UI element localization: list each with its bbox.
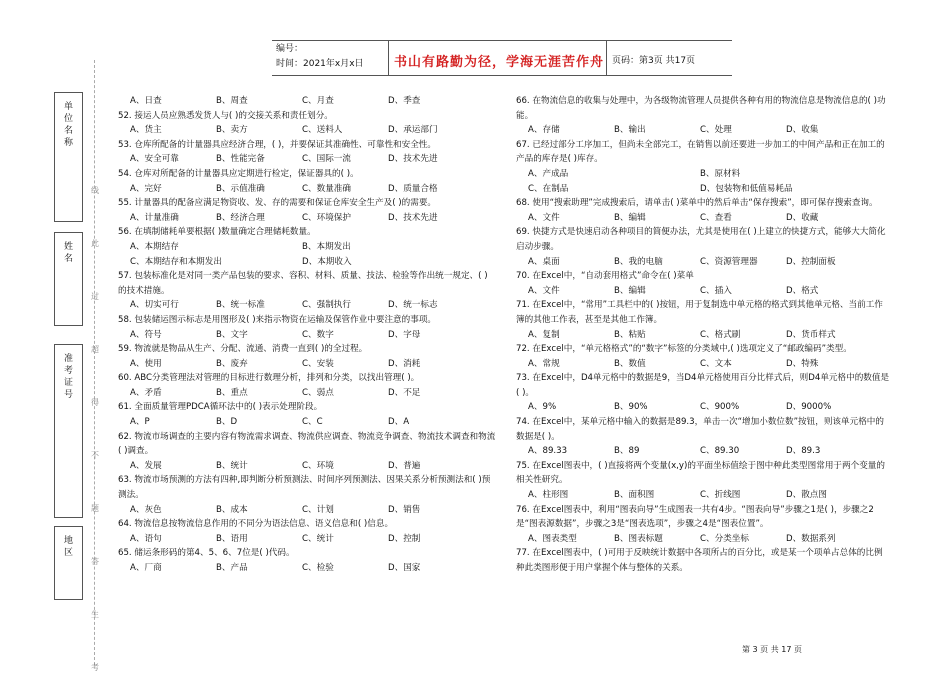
answer-option: D、9000% — [786, 402, 832, 413]
option-row — [118, 561, 496, 576]
answer-option: C、环境 — [302, 460, 334, 471]
option-row — [118, 152, 496, 167]
option-row — [516, 444, 890, 459]
option-row — [516, 532, 890, 547]
sidebar-unit-label — [55, 101, 82, 149]
question-stem: 72. 在Excel中，“单元格格式”的“数字”标签的分类域中,( )选项定义了“邮政编码”类型。 — [516, 344, 852, 355]
answer-option: A、图表类型 — [528, 533, 577, 544]
option-row — [118, 123, 496, 138]
option-row — [118, 298, 496, 313]
question-item — [516, 371, 890, 415]
question-stem: 63. 物流市场预测的方法有四种,即判断分析预测法、时间序列预测法、因果关系分析预测法和( )预测法。 — [118, 475, 491, 501]
answer-option: B、89 — [614, 446, 640, 457]
answer-option: A、文件 — [528, 285, 560, 296]
answer-option: D、收集 — [786, 125, 819, 136]
question-item — [118, 94, 496, 109]
answer-option: A、厂商 — [130, 563, 162, 573]
answer-option: A、本期结存 — [130, 241, 179, 252]
seal-char: 线 — [91, 186, 99, 195]
question-item — [118, 546, 496, 575]
answer-option: C、弱点 — [302, 387, 334, 398]
right-question-column — [516, 94, 890, 576]
question-item — [516, 196, 890, 225]
question-stem: 77. 在Excel图表中，( )可用于反映统计数据中各项所占的百分比，或是某一个项单占总体的比例种此类图形便于用户掌握个体与整体的关系。 — [516, 548, 883, 573]
sidebar-label-char: 号 — [63, 390, 73, 400]
header-page-info: 页码：第3页 共17页 — [612, 56, 696, 66]
answer-option: B、统一标准 — [216, 300, 265, 311]
option-row — [516, 284, 890, 299]
answer-option: A、产成品 — [528, 168, 569, 179]
answer-option: C、月查 — [302, 96, 334, 106]
question-stem: 69. 快捷方式是快速启动各种项目的简便办法，尤其是使用在( )上建立的快捷方式，能够大大简化启动步骤。 — [516, 227, 886, 252]
answer-option: D、国家 — [388, 563, 421, 573]
answer-option: C、900% — [700, 402, 740, 413]
option-row — [516, 211, 890, 226]
answer-option: A、完好 — [130, 183, 162, 194]
sidebar-region-label — [55, 535, 82, 559]
question-stem: 55. 计量器具的配备应满足物资收、发、存的需要和保证仓库安全生产及( )的需要。 — [118, 198, 437, 209]
question-item — [516, 269, 890, 298]
question-item — [118, 313, 496, 342]
answer-option: D、收藏 — [786, 212, 819, 223]
question-item — [118, 430, 496, 474]
answer-option: D、统一标志 — [388, 300, 438, 311]
question-item — [118, 371, 496, 400]
question-item — [118, 400, 496, 429]
question-item — [516, 546, 890, 575]
answer-option: C、计划 — [302, 504, 334, 515]
sidebar-region-box — [54, 526, 83, 600]
answer-option: A、矛盾 — [130, 387, 162, 398]
question-stem: 64. 物流信息按物流信息作用的不同分为语法信息、语义信息和( )信息。 — [118, 519, 394, 530]
question-stem: 74. 在Excel中，某单元格中输入的数据是89.3，单击一次“增加小数位数”按钮，则该单元格中的数据是( )。 — [516, 417, 884, 442]
answer-option: D、特殊 — [786, 358, 819, 369]
answer-option: D、质量合格 — [388, 183, 438, 194]
answer-option: D、字母 — [388, 329, 421, 340]
sidebar-label-char: 准 — [63, 354, 73, 364]
answer-option: A、P — [130, 417, 150, 428]
answer-option: C、送料人 — [302, 125, 343, 136]
sidebar-label-char: 证 — [63, 378, 73, 388]
page-header — [272, 40, 732, 76]
answer-option: A、使用 — [130, 358, 162, 369]
seal-char: 超 — [91, 345, 99, 354]
answer-option: C、格式刷 — [700, 329, 741, 340]
answer-option: A、计量准确 — [130, 212, 179, 223]
option-row — [118, 328, 496, 343]
seal-char: 答 — [91, 557, 99, 566]
question-item — [516, 225, 890, 269]
answer-option: C、数字 — [302, 329, 334, 340]
question-stem: 58. 包装储运图示标志是用图形及( )来指示物资在运输及保管作业中要注意的事项。 — [118, 314, 437, 325]
answer-option: C、资源管理器 — [700, 256, 758, 267]
answer-option: B、成本 — [216, 504, 248, 515]
option-row — [516, 357, 890, 372]
sidebar-label-char: 名 — [63, 126, 73, 136]
answer-option: B、经济合理 — [216, 212, 265, 223]
seal-char: 考 — [91, 663, 99, 672]
option-row — [118, 386, 496, 401]
question-item — [118, 225, 496, 269]
question-stem: 73. 在Excel中，D4单元格中的数据是9，当D4单元格使用百分比样式后，则D4单元格中的数值是( )。 — [516, 373, 890, 398]
answer-option: D、技术先进 — [388, 212, 438, 223]
answer-option: A、灰色 — [130, 504, 162, 515]
answer-option: B、编辑 — [614, 285, 646, 296]
question-item — [118, 473, 496, 517]
seal-char: 过 — [91, 292, 99, 301]
question-item — [516, 415, 890, 459]
answer-option: C、处理 — [700, 125, 732, 136]
answer-option: D、散点图 — [786, 490, 827, 501]
sidebar-unit-box — [54, 92, 83, 222]
question-stem: 57. 包装标准化是对同一类产品包装的要求、容积、材料、质量、技法、检验等作出统一规定、( )的技术措施。 — [118, 271, 488, 296]
sidebar-label-char: 单 — [63, 102, 73, 112]
question-stem: 60. ABC分类管理法对管理的目标进行数理分析，排列和分类，以找出管理( )。 — [118, 373, 420, 384]
answer-option: B、我的电脑 — [614, 256, 663, 267]
option-row — [516, 255, 890, 270]
question-stem: 52. 接运人员应熟悉发货人与( )的交接关系和责任划分。 — [118, 110, 333, 121]
answer-option: D、承运部门 — [388, 125, 438, 136]
header-divider — [606, 41, 607, 75]
sidebar-name-label — [55, 241, 82, 265]
answer-option: B、周查 — [216, 96, 248, 106]
answer-option: C、强制执行 — [302, 300, 351, 311]
answer-option: B、90% — [614, 402, 648, 413]
option-row — [118, 532, 496, 547]
question-item — [516, 94, 890, 138]
answer-option: C、国际一流 — [302, 154, 351, 165]
question-stem: 71. 在Excel中，“常用”工具栏中的( )按钮，用于复制选中单元格的格式到其他单元格、当前工作簿的其他工作表，甚至是其他工作簿。 — [516, 300, 883, 325]
answer-option: A、日查 — [130, 96, 162, 106]
answer-option: A、语句 — [130, 533, 162, 544]
seal-char: 生 — [91, 610, 99, 619]
question-stem: 54. 仓库对所配备的计量器具应定期进行检定，保证器具的( )。 — [118, 168, 359, 179]
seal-char: 此 — [91, 239, 99, 248]
answer-option: C、数量准确 — [302, 183, 351, 194]
sidebar-label-char: 位 — [63, 114, 73, 124]
question-item — [118, 342, 496, 371]
question-stem: 65. 储运条形码的第4、5、6、7位是( )代码。 — [118, 548, 295, 559]
question-item — [118, 109, 496, 138]
option-row — [118, 459, 496, 474]
sidebar-label-char: 姓 — [63, 242, 73, 252]
answer-option: B、粘贴 — [614, 329, 646, 340]
sidebar-ticket-label — [55, 353, 82, 401]
answer-option: C、检验 — [302, 563, 334, 573]
question-stem: 70. 在Excel中，“自动套用格式”命令在( )菜单 — [516, 271, 694, 282]
answer-option: C、统计 — [302, 533, 334, 544]
question-item — [516, 342, 890, 371]
option-row — [118, 211, 496, 226]
answer-option: B、图表标题 — [614, 533, 663, 544]
option-row — [516, 123, 890, 138]
question-stem: 61. 全面质量管理PDCA循环法中的( )表示处理阶段。 — [118, 402, 323, 413]
answer-option: D、季查 — [388, 96, 421, 106]
answer-option: B、本期发出 — [302, 241, 351, 252]
answer-option: A、发展 — [130, 460, 162, 471]
answer-option: B、统计 — [216, 460, 248, 471]
answer-option: D、格式 — [786, 285, 819, 296]
page-footer: 第 3 页 共 17 页 — [742, 645, 802, 654]
answer-option: A、9% — [528, 402, 557, 413]
seal-char: 不 — [91, 451, 99, 460]
answer-option: A、复制 — [528, 329, 560, 340]
question-stem: 75. 在Excel图表中，( )直接将两个变量(x,y)的平面坐标值绘于图中种此类型图常用于两个变量的相关性研究。 — [516, 460, 885, 486]
answer-option: C、折线图 — [700, 490, 741, 501]
answer-option: A、文件 — [528, 212, 560, 223]
answer-option: C、本期结存和本期发出 — [130, 256, 222, 267]
sidebar-label-char: 区 — [63, 548, 73, 558]
answer-option: C、分类坐标 — [700, 533, 749, 544]
question-stem: 68. 使用“搜索助理”完成搜索后，请单击( )菜单中的然后单击“保存搜索”，即可保存搜索查询。 — [516, 198, 878, 209]
question-item — [516, 459, 890, 503]
question-item — [118, 269, 496, 313]
answer-option: D、控制 — [388, 533, 421, 544]
document-time: 时间：2021年x月x日 — [276, 59, 364, 69]
left-question-column — [118, 94, 496, 576]
answer-option: B、原材料 — [700, 168, 741, 179]
question-stem: 62. 物流市场调查的主要内容有物流需求调查、物流供应调查、物流竞争调查、物流技术调查和物流( )调查。 — [118, 431, 496, 457]
option-row — [118, 503, 496, 518]
answer-option: B、性能完备 — [216, 154, 265, 165]
question-stem: 67. 已经过部分工序加工，但尚未全部完工，在销售以前还要进一步加工的中间产品和正在加工的产品的库存是( )库存。 — [516, 139, 885, 165]
option-row — [118, 357, 496, 372]
document-number: 编号： — [276, 44, 304, 54]
answer-option: B、文字 — [216, 329, 248, 340]
answer-option: C、在制品 — [528, 183, 569, 194]
option-row — [118, 182, 496, 197]
sidebar-label-char: 称 — [63, 138, 73, 148]
answer-option: D、不足 — [388, 387, 421, 398]
question-stem: 76. 在Excel图表中，利用“图表向导”生成图表一共有4步。“图表向导”步骤之1是( )，步骤之2是“图表源数据”，步骤之3是“图表选项”，步骤之4是“图表位置”。 — [516, 504, 874, 530]
option-row — [516, 488, 890, 503]
question-item — [516, 138, 890, 196]
option-row — [516, 328, 890, 343]
option-row — [118, 415, 496, 430]
answer-option: B、D — [216, 417, 238, 428]
answer-option: A、89.33 — [528, 446, 568, 457]
answer-option: B、数值 — [614, 358, 646, 369]
answer-option: D、包装物和低值易耗品 — [700, 183, 793, 194]
answer-option: A、货主 — [130, 125, 162, 136]
answer-option: D、普遍 — [388, 460, 421, 471]
question-item — [118, 138, 496, 167]
answer-option: A、存储 — [528, 125, 560, 136]
answer-option: B、废弃 — [216, 358, 248, 369]
answer-option: B、输出 — [614, 125, 646, 136]
answer-option: A、桌面 — [528, 256, 560, 267]
answer-option: B、语用 — [216, 533, 248, 544]
sidebar-label-char: 考 — [63, 366, 73, 376]
answer-option: C、环境保护 — [302, 212, 351, 223]
header-divider — [388, 41, 389, 75]
answer-option: B、示值准确 — [216, 183, 265, 194]
answer-option: C、89.30 — [700, 446, 740, 457]
sidebar-ticket-box — [54, 344, 83, 518]
answer-option: D、数据系列 — [786, 533, 836, 544]
answer-option: D、A — [388, 417, 410, 428]
question-stem: 53. 仓库所配备的计量器具应经济合理，( )，并要保证其准确性、可靠性和安全性。 — [118, 139, 437, 150]
seal-char: 题 — [91, 504, 99, 513]
answer-option: C、C — [302, 417, 323, 428]
answer-option: B、重点 — [216, 387, 248, 398]
answer-option: A、切实可行 — [130, 300, 179, 311]
sidebar-label-char: 地 — [63, 536, 73, 546]
seal-char: 得 — [91, 398, 99, 407]
question-stem: 66. 在物流信息的收集与处理中，为各级物流管理人员提供各种有用的物流信息是物流信息的( )功能。 — [516, 96, 886, 121]
answer-option: C、安装 — [302, 358, 334, 369]
answer-option: D、销售 — [388, 504, 421, 515]
answer-option: C、插入 — [700, 285, 732, 296]
answer-option: D、控制面板 — [786, 256, 836, 267]
question-item — [118, 167, 496, 196]
answer-option: D、技术先进 — [388, 154, 438, 165]
answer-option: D、消耗 — [388, 358, 421, 369]
option-row — [118, 94, 496, 109]
answer-option: B、编辑 — [614, 212, 646, 223]
answer-option: A、符号 — [130, 329, 162, 340]
answer-option: D、本期收入 — [302, 256, 352, 267]
question-item — [118, 196, 496, 225]
question-item — [118, 517, 496, 546]
answer-option: D、货币样式 — [786, 329, 836, 340]
sidebar-label-char: 名 — [63, 254, 73, 264]
answer-option: D、89.3 — [786, 446, 821, 457]
answer-option: A、安全可靠 — [130, 154, 179, 165]
header-motto: 书山有路勤为径，学海无涯苦作舟 — [394, 55, 605, 70]
answer-option: C、文本 — [700, 358, 732, 369]
question-item — [516, 503, 890, 547]
answer-option: B、产品 — [216, 563, 248, 573]
question-stem: 59. 物流就是物品从生产、分配、流通、消费一直到( )的全过程。 — [118, 344, 368, 355]
answer-option: A、柱形图 — [528, 490, 569, 501]
question-stem: 56. 在填制储耗单要根据( )数量确定合理储耗数量。 — [118, 227, 316, 238]
answer-option: C、查看 — [700, 212, 732, 223]
sidebar-name-box — [54, 232, 83, 326]
question-item — [516, 298, 890, 342]
answer-option: B、面积图 — [614, 490, 655, 501]
option-row — [516, 400, 890, 415]
binding-line — [94, 60, 95, 665]
answer-option: B、卖方 — [216, 125, 248, 136]
header-meta — [276, 42, 364, 72]
answer-option: A、常规 — [528, 358, 560, 369]
